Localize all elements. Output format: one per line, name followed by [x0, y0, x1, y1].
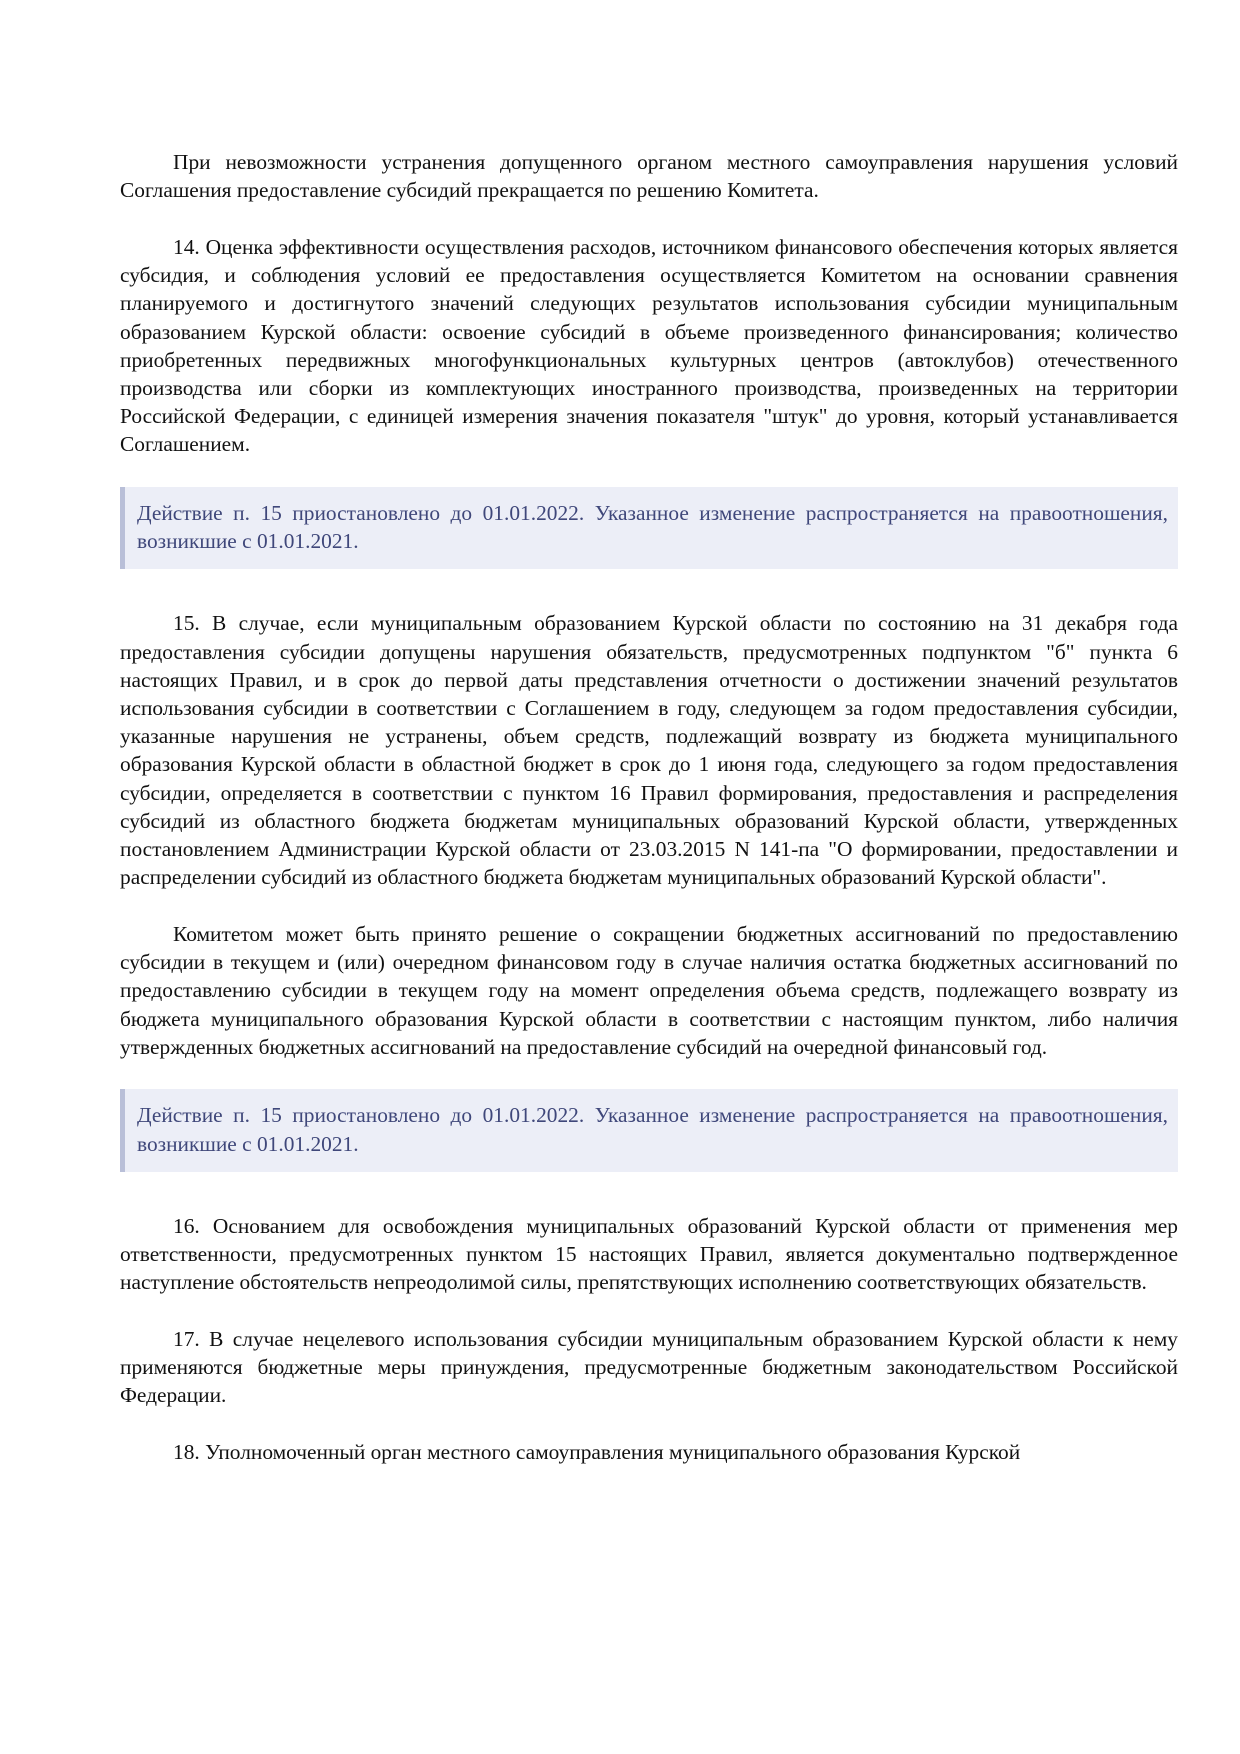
editorial-note-1	[120, 487, 1178, 569]
paragraph-17: 17. В случае нецелевого использования субсидии муниципальным образованием Курской области к нему применяются бюджетные меры принуждения, предусмотренные бюджетным законодательством Российской Федерации.	[120, 1327, 1178, 1408]
document-body	[120, 148, 1178, 1495]
paragraph-15-continued: Комитетом может быть принято решение о сокращении бюджетных ассигнований по предоставлению субсидии в текущем и (или) очередном финансовом году в случае наличия остатка бюджетных ассигнований по предоставлению субсидии в текущем году на момент определения объема средств, подлежащего возврату из бюджета муниципального образования Курской области в соответствии с настоящим пунктом, либо наличия утвержденных бюджетных ассигнований на предоставление субсидий на очередной финансовый год.	[120, 921, 1178, 1059]
paragraph-14: 14. Оценка эффективности осуществления расходов, источником финансового обеспечения которых является субсидия, и соблюдения условий ее предоставления осуществляется Комитетом на основании сравнения планируемого и достигнутого значений следующих результатов использования субсидии муниципальным образованием Курской области: освоение субсидий в объеме произведенного финансирования; количество приобретенных передвижных многофункциональных культурных центров (автоклубов) отечественного производства или сборки из комплектующих иностранного производства, произведенных на территории Российской Федерации, с единицей измерения значения показателя "штук" до уровня, который устанавливается Соглашением.	[120, 234, 1178, 457]
paragraph-18: 18. Уполномоченный орган местного самоуправления муниципального образования Курской	[173, 1440, 1021, 1465]
editorial-note-text: Действие п. 15 приостановлено до 01.01.2022. Указанное изменение распространяется на правоотношения, возникшие с 01.01.2021.	[137, 501, 1168, 554]
editorial-note-text: Действие п. 15 приостановлено до 01.01.2022. Указанное изменение распространяется на правоотношения, возникшие с 01.01.2021.	[137, 1103, 1168, 1156]
paragraph-16: 16. Основанием для освобождения муниципальных образований Курской области от применения мер ответственности, предусмотренных пунктом 15 настоящих Правил, является документально подтвержденное наступление обстоятельств непреодолимой силы, препятствующих исполнению соответствующих обязательств.	[120, 1213, 1178, 1295]
editorial-note-2	[120, 1089, 1178, 1171]
paragraph-termination: При невозможности устранения допущенного органом местного самоуправления нарушения условий Соглашения предоставление субсидий прекращается по решению Комитета.	[120, 150, 1178, 203]
paragraph-15: 15. В случае, если муниципальным образованием Курской области по состоянию на 31 декабря года предоставления субсидии допущены нарушения обязательств, предусмотренных подпунктом "б" пункта 6 настоящих Правил, и в срок до первой даты представления отчетности о достижении значений результатов использования субсидии в соответствии с Соглашением в году, следующем за годом предоставления субсидии, указанные нарушения не устранены, объем средств, подлежащий возврату из бюджета муниципального образования Курской области в областной бюджет в срок до 1 июня года, следующего за годом предоставления субсидии, определяется в соответствии с пунктом 16 Правил формирования, предоставления и распределения субсидий из областного бюджета бюджетам муниципальных образований Курской области, утвержденных постановлением Администрации Курской области от 23.03.2015 N 141-па "О формировании, предоставлении и распределении субсидий из областного бюджета бюджетам муниципальных образований Курской области".	[120, 611, 1178, 890]
